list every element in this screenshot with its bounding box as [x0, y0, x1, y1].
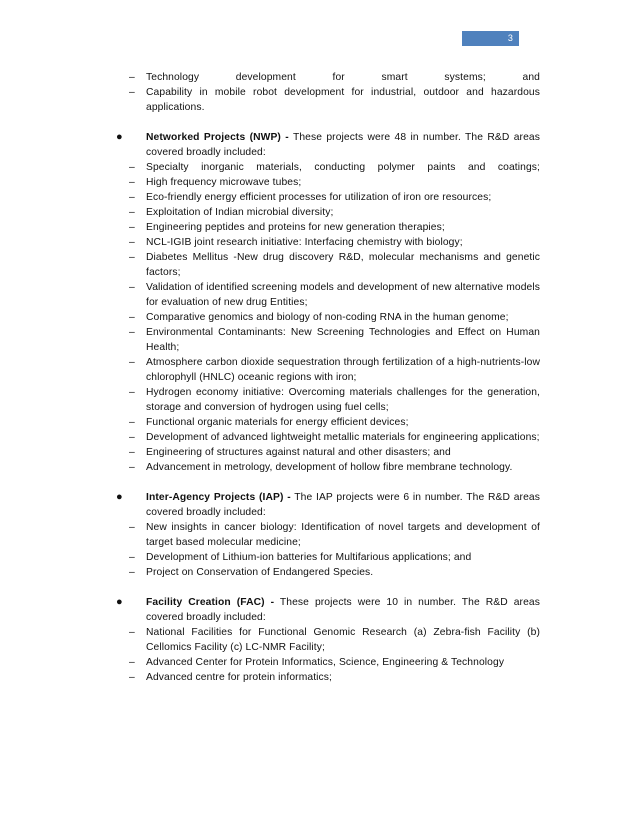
- section-items: [116, 625, 540, 685]
- list-item: – Specialty inorganic materials, conducting polymer paints and coatings;: [129, 162, 540, 173]
- list-item: – Development of advanced lightweight metallic materials for engineering applications;: [129, 432, 540, 443]
- page-number-badge: 3: [462, 31, 519, 46]
- list-item: – Functional organic materials for energy efficient devices;: [129, 417, 409, 428]
- section-facility-creation: [116, 595, 540, 685]
- dash-marker: –: [129, 72, 135, 83]
- list-item: – Technology development for smart systems; and: [129, 72, 540, 83]
- list-item: – Advanced centre for protein informatics;: [129, 672, 333, 683]
- list-item: – Validation of identified screening models and development of new alternative models for evaluation of new drug Entities;: [129, 282, 540, 308]
- list-item: – Environmental Contaminants: New Screening Technologies and Effect on Human Health;: [129, 327, 540, 353]
- section-title: Networked Projects (NWP) -: [146, 132, 289, 143]
- section-networked-projects: [116, 130, 540, 475]
- top-list: [116, 70, 540, 115]
- section-items: [116, 520, 540, 580]
- list-item: – Eco-friendly energy efficient processes for utilization of iron ore resources;: [129, 192, 492, 203]
- section-intro: Networked Projects (NWP) - These projects were 48 in number. The R&D areas covered broadly included:: [146, 132, 540, 158]
- section-title: Inter-Agency Projects (IAP) -: [146, 492, 291, 503]
- list-item: – New insights in cancer biology: Identification of novel targets and development of target based molecular medicine;: [129, 522, 540, 548]
- list-item: – Hydrogen economy initiative: Overcoming materials challenges for the generation, storage and conversion of hydrogen using fuel cells;: [129, 387, 540, 413]
- list-item: – Advanced Center for Protein Informatics, Science, Engineering & Technology: [129, 657, 505, 668]
- page-content: [116, 70, 540, 685]
- section-title: Facility Creation (FAC) -: [146, 597, 275, 608]
- dash-marker: –: [129, 87, 135, 98]
- list-item: – Engineering peptides and proteins for new generation therapies;: [129, 222, 445, 233]
- bullet-icon: ●: [116, 131, 123, 143]
- section-inter-agency-projects: [116, 490, 540, 580]
- section-intro: Inter-Agency Projects (IAP) - The IAP projects were 6 in number. The R&D areas covered broadly included:: [146, 492, 540, 518]
- section-items: [116, 160, 540, 475]
- list-item: – Development of Lithium-ion batteries for Multifarious applications; and: [129, 552, 472, 563]
- list-item: – Diabetes Mellitus -New drug discovery R&D, molecular mechanisms and genetic factors;: [129, 252, 540, 278]
- bullet-icon: ●: [116, 491, 123, 503]
- list-item: – Project on Conservation of Endangered Species.: [129, 567, 374, 578]
- list-item: – National Facilities for Functional Genomic Research (a) Zebra-fish Facility (b) Cellomics Facility (c) LC-NMR Facility;: [129, 627, 540, 653]
- list-item: – Exploitation of Indian microbial diversity;: [129, 207, 334, 218]
- list-item: – Engineering of structures against natural and other disasters; and: [129, 447, 451, 458]
- list-item: – Atmosphere carbon dioxide sequestration through fertilization of a high-nutrients-low chlorophyll (HNLC) oceanic regions with iron;: [129, 357, 540, 383]
- section-intro: Facility Creation (FAC) - These projects were 10 in number. The R&D areas covered broadly included:: [146, 597, 540, 623]
- list-item: – Comparative genomics and biology of non-coding RNA in the human genome;: [129, 312, 509, 323]
- list-item: – NCL-IGIB joint research initiative: Interfacing chemistry with biology;: [129, 237, 463, 248]
- list-item: – Capability in mobile robot development for industrial, outdoor and hazardous applications.: [129, 87, 540, 113]
- list-item: – High frequency microwave tubes;: [129, 177, 302, 188]
- bullet-icon: ●: [116, 596, 123, 608]
- list-item: – Advancement in metrology, development of hollow fibre membrane technology.: [129, 462, 513, 473]
